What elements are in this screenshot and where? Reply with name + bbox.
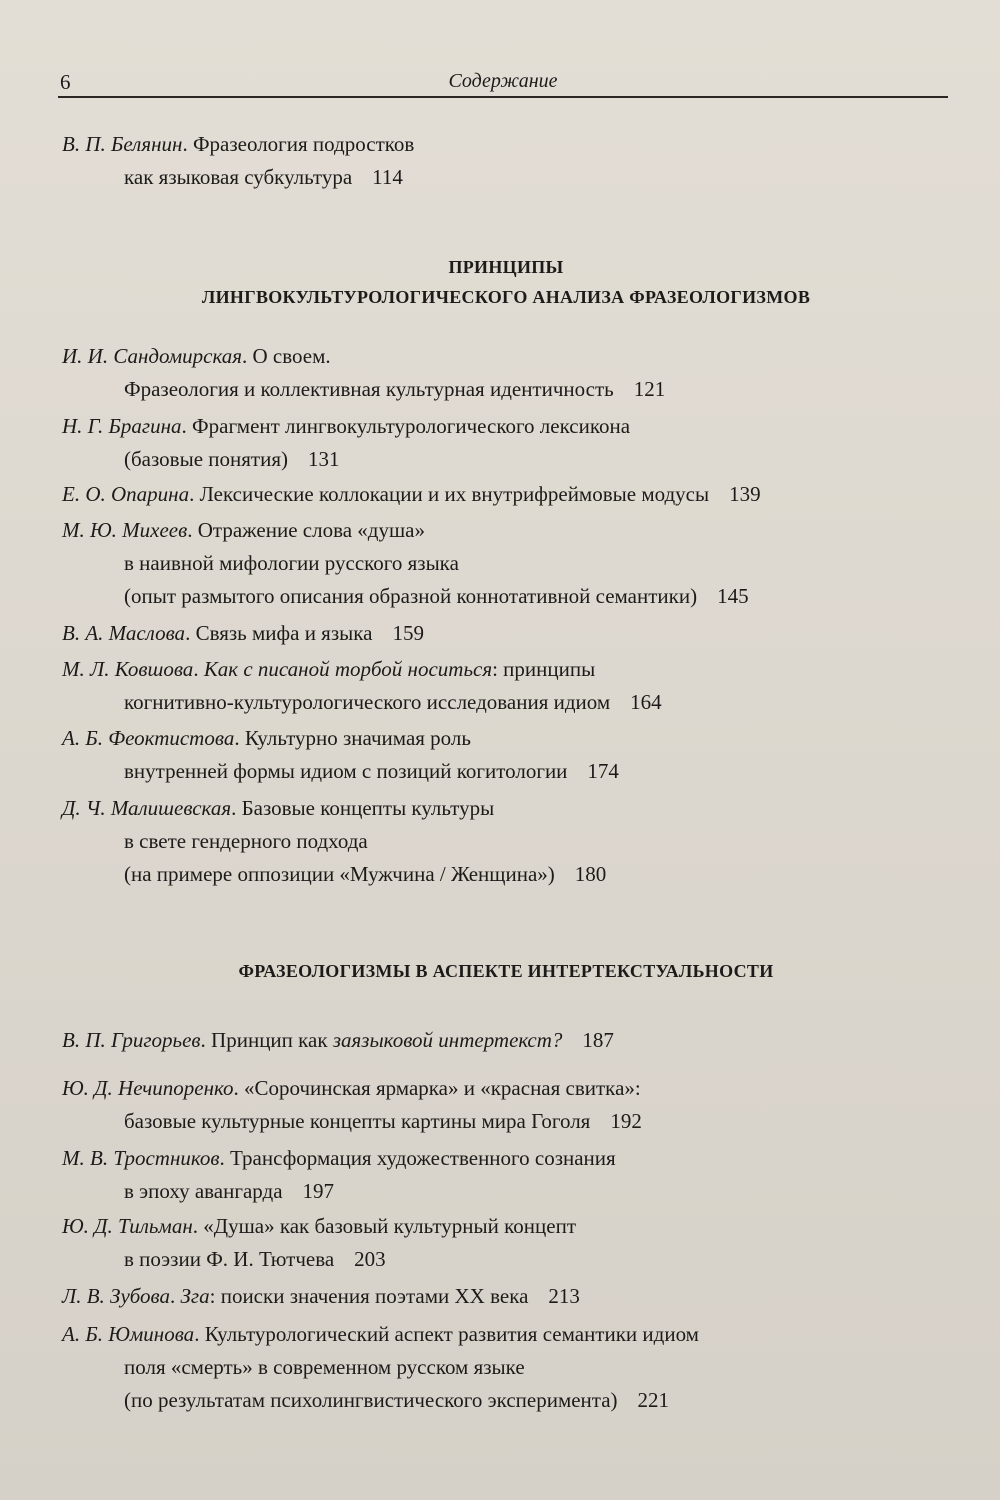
entry-author: Л. В. Зубова	[62, 1284, 171, 1308]
toc-entry: Ю. Д. Нечипоренко. «Сорочинская ярмарка» и «красная свитка»: базовые культурные концепты картины мира Гоголя 192	[62, 1076, 642, 1133]
toc-entry: Е. О. Опарина. Лексические коллокации и их внутрифреймовые модусы 139	[62, 482, 761, 506]
entry-title-line: в эпоху авангарда	[124, 1179, 283, 1203]
entry-title-line: Культурологический аспект развития семантики идиом	[204, 1322, 699, 1346]
entry-author: Ю. Д. Тильман	[62, 1214, 193, 1238]
entry-author: В. А. Маслова	[62, 621, 186, 645]
entry-page: 174	[587, 759, 619, 783]
toc-entry: М. Ю. Михеев. Отражение слова «душа» в наивной мифологии русского языка (опыт размытого описания образной коннотативной семантики) 145	[62, 518, 749, 608]
entry-idiom: Как с писаной торбой носиться	[203, 657, 493, 681]
entry-idiom: заязыковой интертекст?	[332, 1028, 563, 1052]
entry-author: Н. Г. Брагина	[62, 414, 182, 438]
entry-page: 197	[302, 1179, 335, 1203]
entry-title-line: Отражение слова «душа»	[197, 518, 425, 542]
entry-title-line: в поэзии Ф. И. Тютчева	[124, 1247, 335, 1271]
entry-author: А. Б. Юминова	[62, 1322, 195, 1346]
entry-title-line: Базовые концепты культуры	[241, 796, 495, 820]
entry-idiom: Зга	[180, 1284, 210, 1308]
toc-entry: В. П. Белянин. Фразеология подростков как языковая субкультура 114	[62, 132, 415, 189]
entry-title-line: (по результатам психолингвистического эксперимента)	[124, 1388, 618, 1412]
entry-title-line: в наивной мифологии русского языка	[124, 551, 459, 575]
toc-entry: М. В. Тростников. Трансформация художественного сознания в эпоху авангарда 197	[62, 1146, 616, 1203]
entry-title-line: Лексические коллокации и их внутрифреймовые модусы	[199, 482, 710, 506]
entry-title-line: Трансформация художественного сознания	[230, 1146, 616, 1170]
entry-author: М. Л. Ковшова	[62, 657, 194, 681]
toc-entry: Ю. Д. Тильман. «Душа» как базовый культурный концепт в поэзии Ф. И. Тютчева 203	[62, 1214, 576, 1271]
entry-page: 139	[729, 482, 761, 506]
entry-title-line: в свете гендерного подхода	[124, 829, 368, 853]
section-heading-line: ПРИНЦИПЫ	[448, 257, 564, 277]
entry-page: 131	[307, 447, 340, 471]
entry-author: В. П. Белянин	[62, 132, 183, 156]
entry-page: 164	[630, 690, 662, 714]
entry-title-line: : принципы	[492, 657, 596, 681]
entry-author: М. В. Тростников	[62, 1146, 220, 1170]
entry-author: А. Б. Феоктистова	[62, 726, 235, 750]
entry-page: 221	[637, 1388, 670, 1412]
entry-title-line: Фрагмент лингвокультурологического лексикона	[192, 414, 631, 438]
toc-entry: В. П. Григорьев. Принцип как заязыковой интертекст? 187	[62, 1028, 614, 1052]
entry-title-line: О своем.	[252, 344, 331, 368]
entry-author: И. И. Сандомирская	[62, 344, 243, 368]
entry-title-line: когнитивно-культурологического исследования идиом	[124, 690, 611, 714]
entry-author: Д. Ч. Малишевская	[62, 796, 232, 820]
entry-author: М. Ю. Михеев	[62, 518, 188, 542]
entry-title-line: Фразеология подростков	[192, 132, 415, 156]
toc-entry: А. Б. Феоктистова. Культурно значимая роль внутренней формы идиом с позиций когитологии 174	[62, 726, 619, 783]
entry-page: 192	[610, 1109, 642, 1133]
entry-title-line: Принцип как	[211, 1028, 328, 1052]
entry-title-line: внутренней формы идиом с позиций когитологии	[124, 759, 568, 783]
entry-title-line: «Сорочинская ярмарка» и «красная свитка»:	[244, 1076, 641, 1100]
toc-entry: Л. В. Зубова. Зга: поиски значения поэтами XX века 213	[62, 1284, 580, 1308]
section-heading-line: ФРАЗЕОЛОГИЗМЫ В АСПЕКТЕ ИНТЕРТЕКСТУАЛЬНОСТИ	[238, 961, 774, 981]
toc-entry: И. И. Сандомирская. О своем. Фразеология и коллективная культурная идентичность 121	[62, 344, 666, 401]
toc-entry: А. Б. Юминова. Культурологический аспект развития семантики идиом поля «смерть» в современном русском языке (по результатам психолингвистического эксперимента) 221	[62, 1322, 699, 1412]
entry-title-line: Связь мифа и языка	[195, 621, 373, 645]
section-heading	[62, 956, 950, 986]
entry-page: 203	[354, 1247, 386, 1271]
entry-title-line: : поиски значения поэтами XX века	[209, 1284, 529, 1308]
section-heading-line: ЛИНГВОКУЛЬТУРОЛОГИЧЕСКОГО АНАЛИЗА ФРАЗЕОЛОГИЗМОВ	[201, 287, 811, 307]
entry-author: Ю. Д. Нечипоренко	[62, 1076, 234, 1100]
section-heading	[62, 252, 950, 312]
entry-page: 145	[717, 584, 749, 608]
entry-title-line: «Душа» как базовый культурный концепт	[203, 1214, 576, 1238]
entry-title-line: как языковая субкультура	[124, 165, 353, 189]
toc-entry: В. А. Маслова. Связь мифа и языка 159	[62, 621, 424, 645]
entry-author: Е. О. Опарина	[62, 482, 190, 506]
entry-title-line: базовые культурные концепты картины мира Гоголя	[124, 1109, 591, 1133]
entry-author: В. П. Григорьев	[62, 1028, 201, 1052]
toc-entry: Н. Г. Брагина. Фрагмент лингвокультурологического лексикона (базовые понятия) 131	[62, 414, 631, 471]
entry-page: 180	[574, 862, 607, 886]
page-number: 6	[60, 70, 71, 94]
entry-title-line: (на примере оппозиции «Мужчина / Женщина»)	[124, 862, 555, 886]
entry-page: 114	[372, 165, 403, 189]
toc-entry: М. Л. Ковшова. Как с писаной торбой носиться: принципы когнитивно-культурологического исследования идиом 164	[62, 657, 662, 714]
toc-entry: Д. Ч. Малишевская. Базовые концепты культуры в свете гендерного подхода (на примере оппозиции «Мужчина / Женщина») 180	[62, 796, 607, 886]
entry-title-line: Культурно значимая роль	[244, 726, 471, 750]
entry-title-line: поля «смерть» в современном русском языке	[124, 1355, 525, 1379]
entry-page: 159	[392, 621, 424, 645]
entry-page: 187	[582, 1028, 614, 1052]
entry-title-line: Фразеология и коллективная культурная идентичность	[124, 377, 614, 401]
entry-title-line: (базовые понятия)	[124, 447, 288, 471]
entry-title-line: (опыт размытого описания образной коннотативной семантики)	[124, 584, 698, 608]
entry-page: 121	[633, 377, 666, 401]
entry-page: 213	[548, 1284, 580, 1308]
running-title: Содержание	[448, 70, 558, 92]
running-head	[58, 70, 948, 98]
